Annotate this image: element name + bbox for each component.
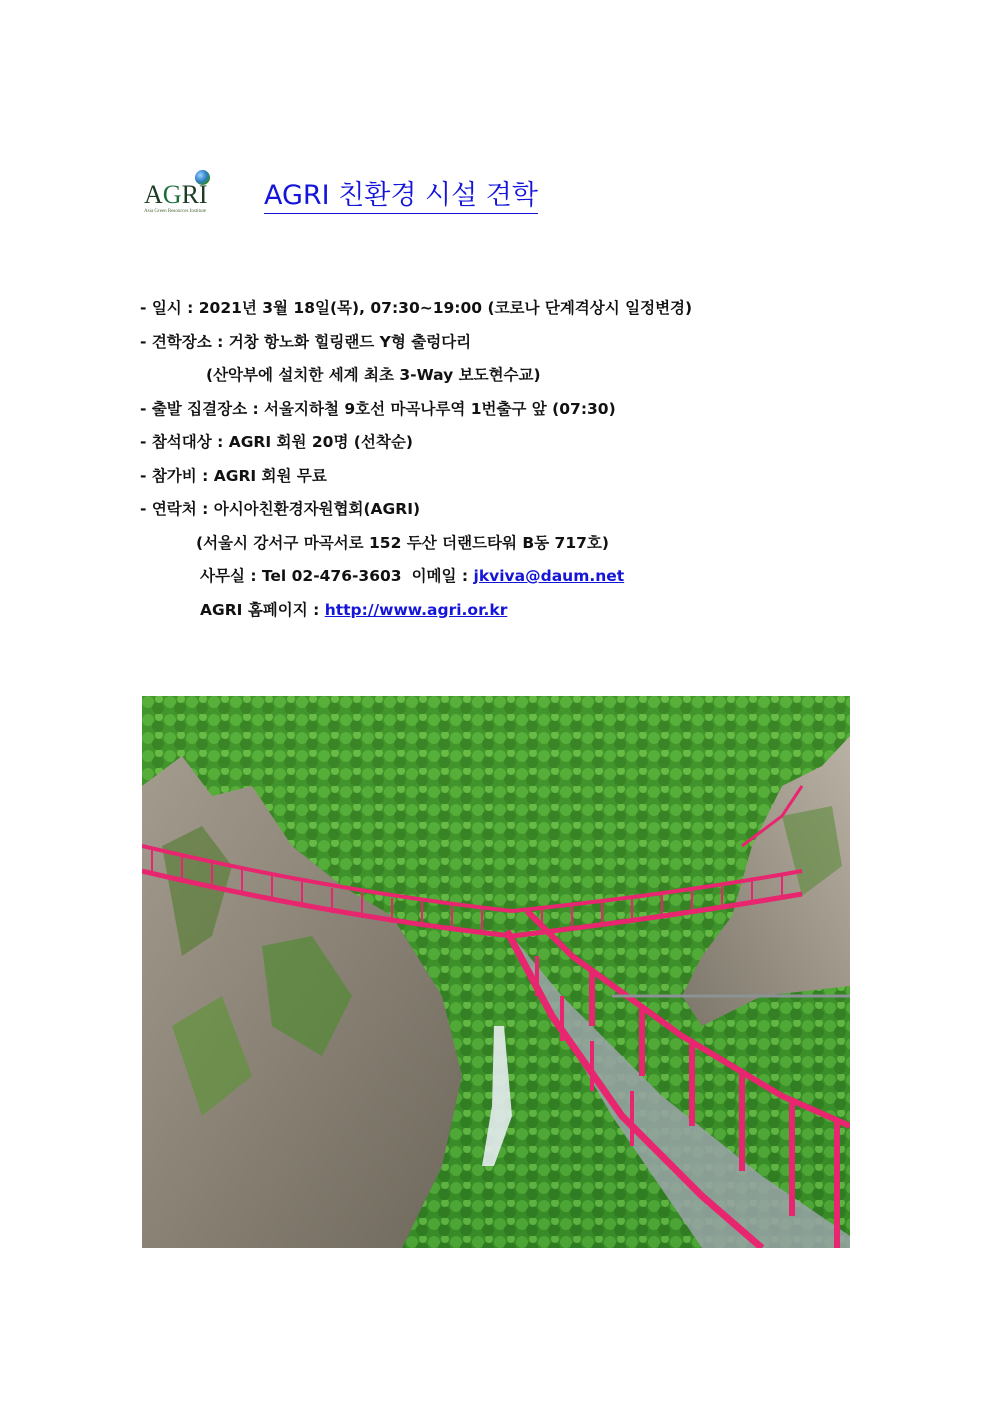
place-line: - 견학장소 : 거창 항노화 힐링랜드 Y형 출렁다리: [140, 332, 472, 351]
place-note-line: (산악부에 설치한 세계 최초 3-Way 보도현수교): [206, 366, 541, 384]
attendees-line: - 참석대상 : AGRI 회원 20명 (선착순): [140, 433, 413, 451]
agri-logo: [144, 166, 214, 216]
homepage-link[interactable]: http://www.agri.or.kr: [324, 600, 508, 619]
email-link[interactable]: jkviva@daum.net: [473, 567, 625, 585]
logo-subtitle: Asia Green Resources Institute: [144, 209, 207, 214]
address-line: (서울시 강서구 마곡서로 152 두산 더랜드타워 B동 717호): [196, 533, 609, 552]
logo-text: AGRI: [144, 180, 208, 209]
homepage-line: [140, 594, 860, 628]
page-title: AGRI 친환경 시설 견학: [264, 180, 538, 214]
email-label: 이메일 :: [411, 567, 474, 585]
bridge-photo: [142, 696, 850, 1248]
office-label: 사무실 : Tel 02-476-3603: [200, 567, 402, 585]
event-info: [140, 292, 860, 627]
meeting-line: - 출발 집결장소 : 서울지하철 9호선 마곡나루역 1번출구 앞 (07:30): [140, 399, 616, 418]
office-line: [140, 560, 860, 594]
date-line: - 일시 : 2021년 3월 18일(목), 07:30~19:00 (코로나 단계격상시 일정변경): [140, 299, 693, 317]
fee-line: - 참가비 : AGRI 회원 무료: [140, 466, 327, 485]
homepage-label: AGRI 홈페이지 :: [200, 600, 325, 619]
bridge-photo-illustration: [142, 696, 850, 1248]
contact-line: - 연락처 : 아시아친환경자원협회(AGRI): [140, 500, 421, 518]
